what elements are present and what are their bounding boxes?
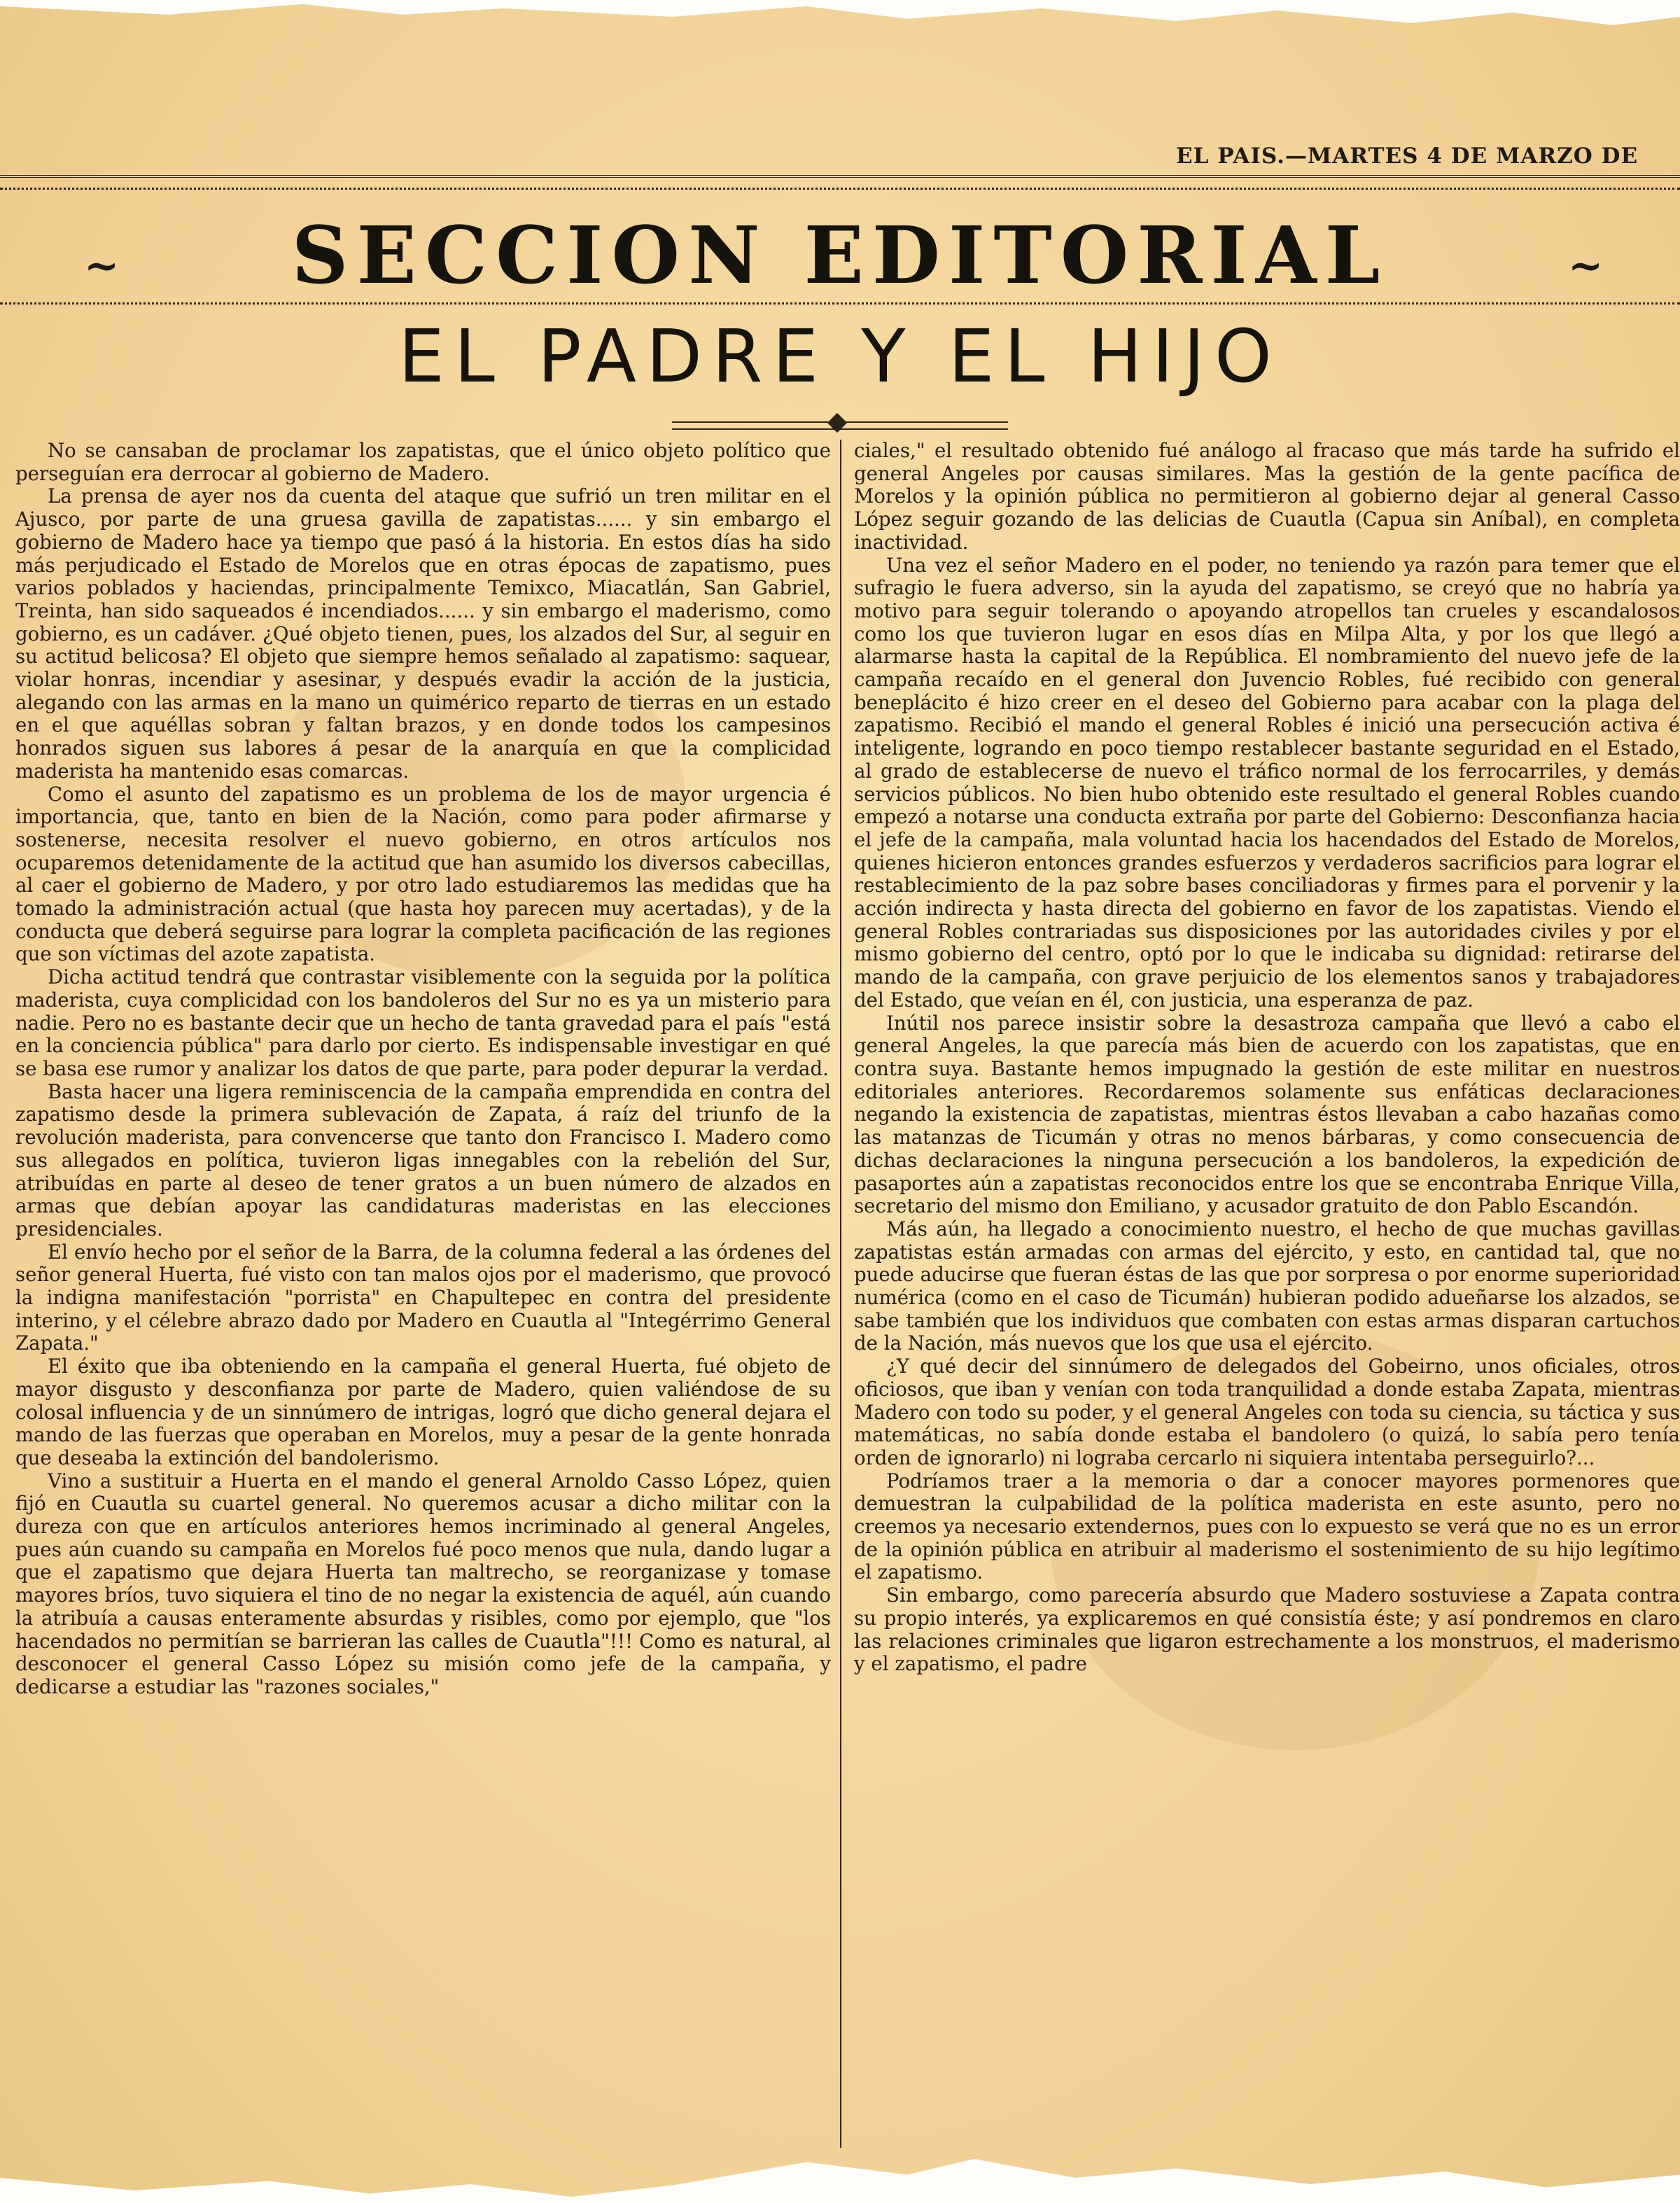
- article-paragraph: Dicha actitud tendrá que contrastar visiblemente con la seguida por la política maderista, cuya complicidad con los bandoleros del Sur no es ya un misterio para nadie. Pero no es bastante decir que un hecho de tanta gravedad para el país "está en la conciencia pública" para darlo por cierto. Es indispensable investigar en qué se basa ese rumor y analizar los datos de que parte, para poder depurar la verdad.: [15, 965, 831, 1080]
- article-paragraph: Basta hacer una ligera reminiscencia de la campaña emprendida en contra del zapatismo desde la primera sublevación de Zapata, á raíz del triunfo de la revolución maderista, para convencerse que tanto don Francisco I. Madero como sus allegados en política, tuvieron ligas innegables con la rebelión del Sur, atribuídas en parte al deseo de tener gratos a un buen número de alzados en armas que debían apoyar las candidaturas maderistas en las elecciones presidenciales.: [15, 1079, 831, 1240]
- header-rule: [0, 175, 1680, 178]
- headline-ornament: [672, 421, 1008, 430]
- newspaper-dateline: EL PAIS.—MARTES 4 DE MARZO DE: [1176, 144, 1639, 169]
- title-separator-rule: [0, 302, 1680, 305]
- header-dotted-rule: [0, 188, 1680, 190]
- article-paragraph: El envío hecho por el señor de la Barra, de la columna federal a las órdenes del señor general Huerta, fué visto con tan malos ojos por el maderismo, que provocó la indigna manifestación "porrista" en Chapultepec en contra del presidente interino, y el célebre abrazo dado por Madero en Cuautla al "Integérrimo General Zapata.": [15, 1240, 831, 1355]
- torn-bottom-edge: [0, 2140, 1680, 2203]
- article-left-column: [15, 440, 831, 1699]
- article-paragraph: No se cansaban de proclamar los zapatistas, que el único objeto político que perseguían era derrocar al gobierno de Madero.: [15, 439, 831, 485]
- article-paragraph: Podríamos traer a la memoria o dar a conocer mayores pormenores que demuestran la culpabilidad de la política maderista en este asunto, pero no creemos ya necesario extendernos, pues con lo expuesto se verá que no es un error de la opinión pública en atribuir al maderismo el sostenimiento de su hijo legítimo el zapatismo.: [854, 1469, 1680, 1584]
- column-divider: [840, 440, 841, 2148]
- article-paragraph: La prensa de ayer nos da cuenta del ataque que sufrió un tren militar en el Ajusco, por parte de una gruesa gavilla de zapatistas...... y sin embargo el gobierno de Madero hace ya tiempo que pasó á la historia. En estos días ha sido más perjudicado el Estado de Morelos que en otras épocas de zapatismo, pues varios poblados y haciendas, principalmente Temixco, Miacatlán, San Gabriel, Treinta, han sido saqueados é incendiados...... y sin embargo el maderismo, como gobierno, es un cadáver. ¿Qué objeto tienen, pues, los alzados del Sur, al seguir en su actitud belicosa? El objeto que siempre hemos señalado al zapatismo: saquear, violar honras, incendiar y asesinar, y después evadir la acción de la justicia, alegando con las armas en la mano un quimérico reparto de tierras en un estado en el que aquéllas sobran y faltan brazos, y en donde todos los campesinos honrados siguen sus labores á pesar de la anarquía en que la complicidad maderista ha mantenido esas comarcas.: [15, 484, 831, 783]
- torn-top-edge: [0, 0, 1680, 42]
- article-paragraph: Más aún, ha llegado a conocimiento nuestro, el hecho de que muchas gavillas zapatistas están armadas con armas del ejército, y esto, en cantidad tal, que no puede aducirse que fueran éstas de las que por sorpresa o por enorme superioridad numérica (como en el caso de Ticumán) hubieran podido adueñarse los alzados, se sabe también que los individuos que combaten con estas armas disparan cartuchos de la Nación, más nuevos que los que usa el ejército.: [854, 1217, 1680, 1355]
- article-headline: EL PADRE Y EL HIJO: [398, 314, 1282, 399]
- section-title: SECCION EDITORIAL: [291, 210, 1389, 302]
- article-paragraph: Vino a sustituir a Huerta en el mando el general Arnoldo Casso López, quien fijó en Cuautla su cuartel general. No queremos acusar a dicho militar con la dureza con que en artículos anteriores hemos incriminado al general Angeles, pues aún cuando su campaña en Morelos fué poco menos que nula, dando lugar a que el zapatismo que dejara Huerta tan maltrecho, se reorganizase y tomase mayores bríos, tuvo siquiera el tino de no negar la existencia de aquél, aún cuando la atribuía a causas enteramente absurdas y risibles, como por ejemplo, que "los hacendados no permitían se barrieran las calles de Cuautla"!!! Como es natural, al desconocer el general Casso López su misión como jefe de la campaña, y dedicarse a estudiar las "razones sociales,": [15, 1469, 831, 1698]
- article-paragraph: Inútil nos parece insistir sobre la desastroza campaña que llevó a cabo el general Angeles, la que parecía más bien de acuerdo con los zapatistas, que en contra suya. Bastante hemos impugnado la gestión de este militar en nuestros editoriales anteriores. Recordaremos solamente sus enfáticas declaraciones negando la existencia de zapatistas, mientras éstos llevaban a cabo hazañas como las matanzas de Ticumán y otras no menos bárbaras, y como consecuencia de dichas declaraciones la ninguna persecución a los bandoleros, la expedición de pasaportes aún a zapatistas reconocidos entre los que se encontraba Enrique Villa, secretario del mismo don Emiliano, y acusador gratuito de don Pablo Escandón.: [854, 1011, 1680, 1218]
- article-paragraph: Una vez el señor Madero en el poder, no teniendo ya razón para temer que el sufragio le fuera adverso, sin la ayuda del zapatismo, se creyó que no habría ya motivo para seguir tolerando o apoyando atropellos tan crueles y escandalosos como los que tuvieron lugar en esos días en Milpa Alta, y por los que llegó a alarmarse hasta la capital de la República. El nombramiento del nuevo jefe de la campaña recaído en el general don Juvencio Robles, fué recibido con general beneplácito é hizo creer en el deseo del Gobierno para acabar con la plaga del zapatismo. Recibió el mando el general Robles é inició una persecución activa é inteligente, logrando en poco tiempo restablecer bastante seguridad en el Estado, al grado de establecerse de nuevo el tráfico normal de los ferrocarriles, y demás servicios públicos. No bien hubo obtenido este resultado el general Robles cuando empezó a notarse una conducta extraña por parte del Gobierno: Desconfianza hacia el jefe de la campaña, mala voluntad hacia los hacendados del Estado de Morelos, quienes hicieron entonces grandes esfuerzos y verdaderos sacrificios para lograr el restablecimiento de la paz sobre bases conciliadoras y firmes para el porvenir y la acción indirecta y hasta directa del gobierno en favor de los zapatistas. Viendo el general Robles contrariadas sus disposiciones por las autoridades civiles y por el mismo gobierno del centro, optó por lo que le indicaba su dignidad: retirarse del mando de la campaña, con grave perjuicio de los elementos sanos y trabajadores del Estado, que veían en él, con justicia, una esperanza de paz.: [854, 553, 1680, 1012]
- article-paragraph: ciales," el resultado obtenido fué análogo al fracaso que más tarde ha sufrido el general Angeles por causas similares. Mas la gestión de la gente pacífica de Morelos y la opinión pública no permitieron al gobierno dejar al general Casso López seguir gozando de las delicias de Cuautla (Capua sin Aníbal), en completa inactividad.: [854, 439, 1680, 554]
- article-paragraph: ¿Y qué decir del sinnúmero de delegados del Gobeirno, unos oficiales, otros oficiosos, que iban y venían con toda tranquilidad a donde estaba Zapata, mientras Madero con todo su poder, y el general Angeles con toda su ciencia, su táctica y sus matemáticas, no sabía donde estaba el bandolero (o quizá, lo sabía pero tenía orden de ignorarlo) ni lograba cercarlo ni siquiera intentaba perseguirlo?...: [854, 1355, 1680, 1469]
- article-paragraph: Como el asunto del zapatismo es un problema de los de mayor urgencia é importancia, que, tanto en bien de la Nación, como para poder afirmarse y sostenerse, necesita resolver el nuevo gobierno, en otros artículos nos ocuparemos detenidamente de la actitud que han asumido los diversos cabecillas, al caer el gobierno de Madero, y por otro lado estudiaremos las medidas que ha tomado la administración actual (que hasta hoy parecen muy acertadas), y de la conducta que deberá seguirse para lograr la completa pacificación de las regiones que son víctimas del azote zapatista.: [15, 782, 831, 966]
- article-paragraph: El éxito que iba obteniendo en la campaña el general Huerta, fué objeto de mayor disgusto y desconfianza por parte de Madero, quien valiéndose de su colosal influencia y de un sinnúmero de intrigas, logró que dicho general dejara el mando de las fuerzas que operaban en Morelos, muy a pesar de la gente honrada que deseaba la extinción del bandolerismo.: [15, 1355, 831, 1469]
- article-paragraph: Sin embargo, como parecería absurdo que Madero sostuviese a Zapata contra su propio interés, ya explicaremos en qué consistía éste; y así pondremos en claro las relaciones criminales que ligaron estrechamente a los monstruos, el maderismo y el zapatismo, el padre: [854, 1583, 1680, 1676]
- right-ornament: ~: [1568, 242, 1604, 291]
- left-ornament: ~: [84, 242, 120, 291]
- article-right-column: [854, 440, 1680, 1676]
